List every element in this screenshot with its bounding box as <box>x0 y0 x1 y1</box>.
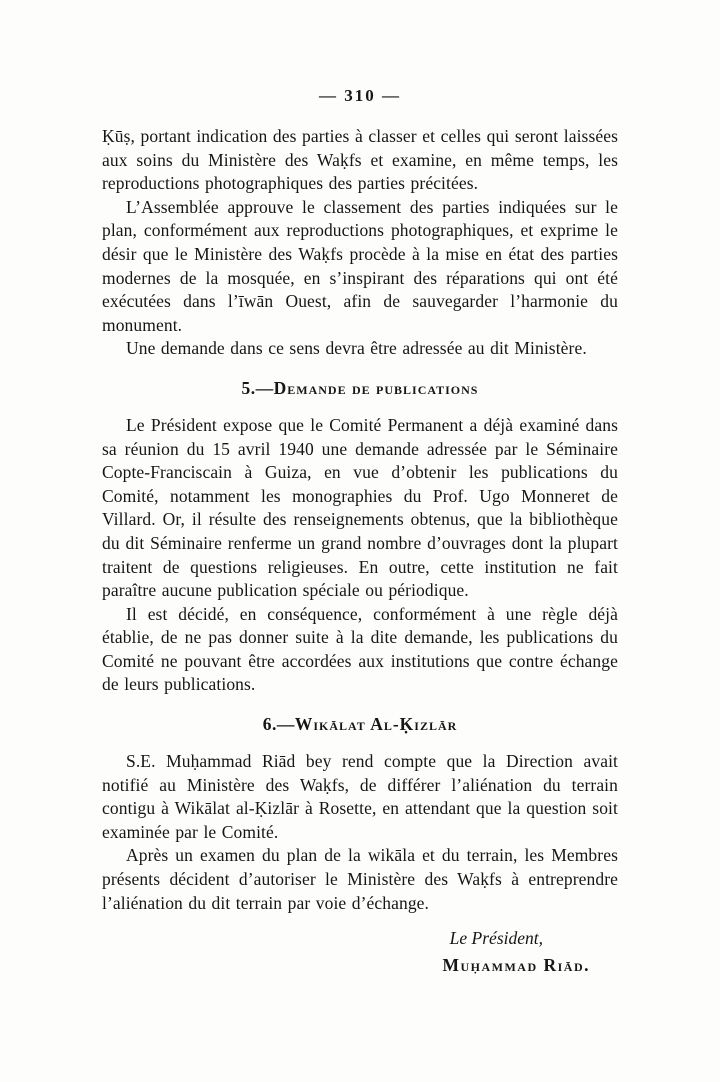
page-number: — 310 — <box>319 86 401 105</box>
signature-role: Le Président, <box>449 928 543 949</box>
paragraph-president-expose: Le Président expose que le Comité Permanent a déjà examiné dans sa réunion du 15 avril 1940 une demande adressée par le Séminaire Copte-Franciscain à Guiza, en vue d’obtenir les publications du Comité, notamment les monographies du Prof. Ugo Monneret de Villard. Or, il résulte des renseignements obtenus, que la bibliothèque du dit Séminaire renferme un grand nombre d’ouvrages dont la plupart traitent de questions religieuses. En outre, cette institution ne fait paraître aucune publication spéciale ou périodique. <box>102 414 618 601</box>
section-6-number: 6.— <box>262 714 295 735</box>
paragraph-il-est-decide: Il est décidé, en conséquence, conformément à une règle déjà établie, de ne pas donner suite à la dite demande, les publications du Comité ne pouvant être accordées aux institutions que contre échange de leurs publications. <box>102 603 618 695</box>
paragraph-muhammad-riad-rend-compte: S.E. Muḥammad Riād bey rend compte que la Direction avait notifié au Ministère des Waḳfs, de différer l’aliénation du terrain contigu à Wikālat al-Ḳizlār à Rosette, en attendant que la question soit examinée par le Comité. <box>102 751 618 842</box>
section-6-title: Wikālat Al-Ḳizlār <box>294 714 458 735</box>
section-heading-5 <box>102 378 618 399</box>
signature-block <box>102 925 618 979</box>
signature-name: Muḥammad Riād. <box>442 955 590 976</box>
document-page <box>102 0 618 979</box>
paragraph-assemblee-approuve: L’Assemblée approuve le classement des parties indiquées sur le plan, conformément aux reproductions photographiques, et exprime le désir que le Ministère des Waḳfs procède à la mise en état des parties modernes de la mosquée, en s’inspirant des réparations qui ont été exécutées dans l’īwān Ouest, afin de sauvegarder l’harmonie du monument. <box>102 196 618 335</box>
section-5-title: Demande de publications <box>273 377 479 398</box>
paragraph-kus-continuation: Ḳūṣ, portant indication des parties à classer et celles qui seront laissées aux soins du Ministère des Waḳfs et examine, en même temps, les reproductions photographiques des parties précitées. <box>102 126 618 194</box>
paragraph-une-demande: Une demande dans ce sens devra être adressée au dit Ministère. <box>126 338 587 359</box>
section-5-number: 5.— <box>241 377 274 398</box>
paragraph-apres-un-examen: Après un examen du plan de la wikāla et du terrain, les Membres présents décident d’autoriser le Ministère des Waḳfs à entreprendre l’aliénation du dit terrain par voie d’échange. <box>102 845 618 913</box>
section-heading-6 <box>102 714 618 735</box>
